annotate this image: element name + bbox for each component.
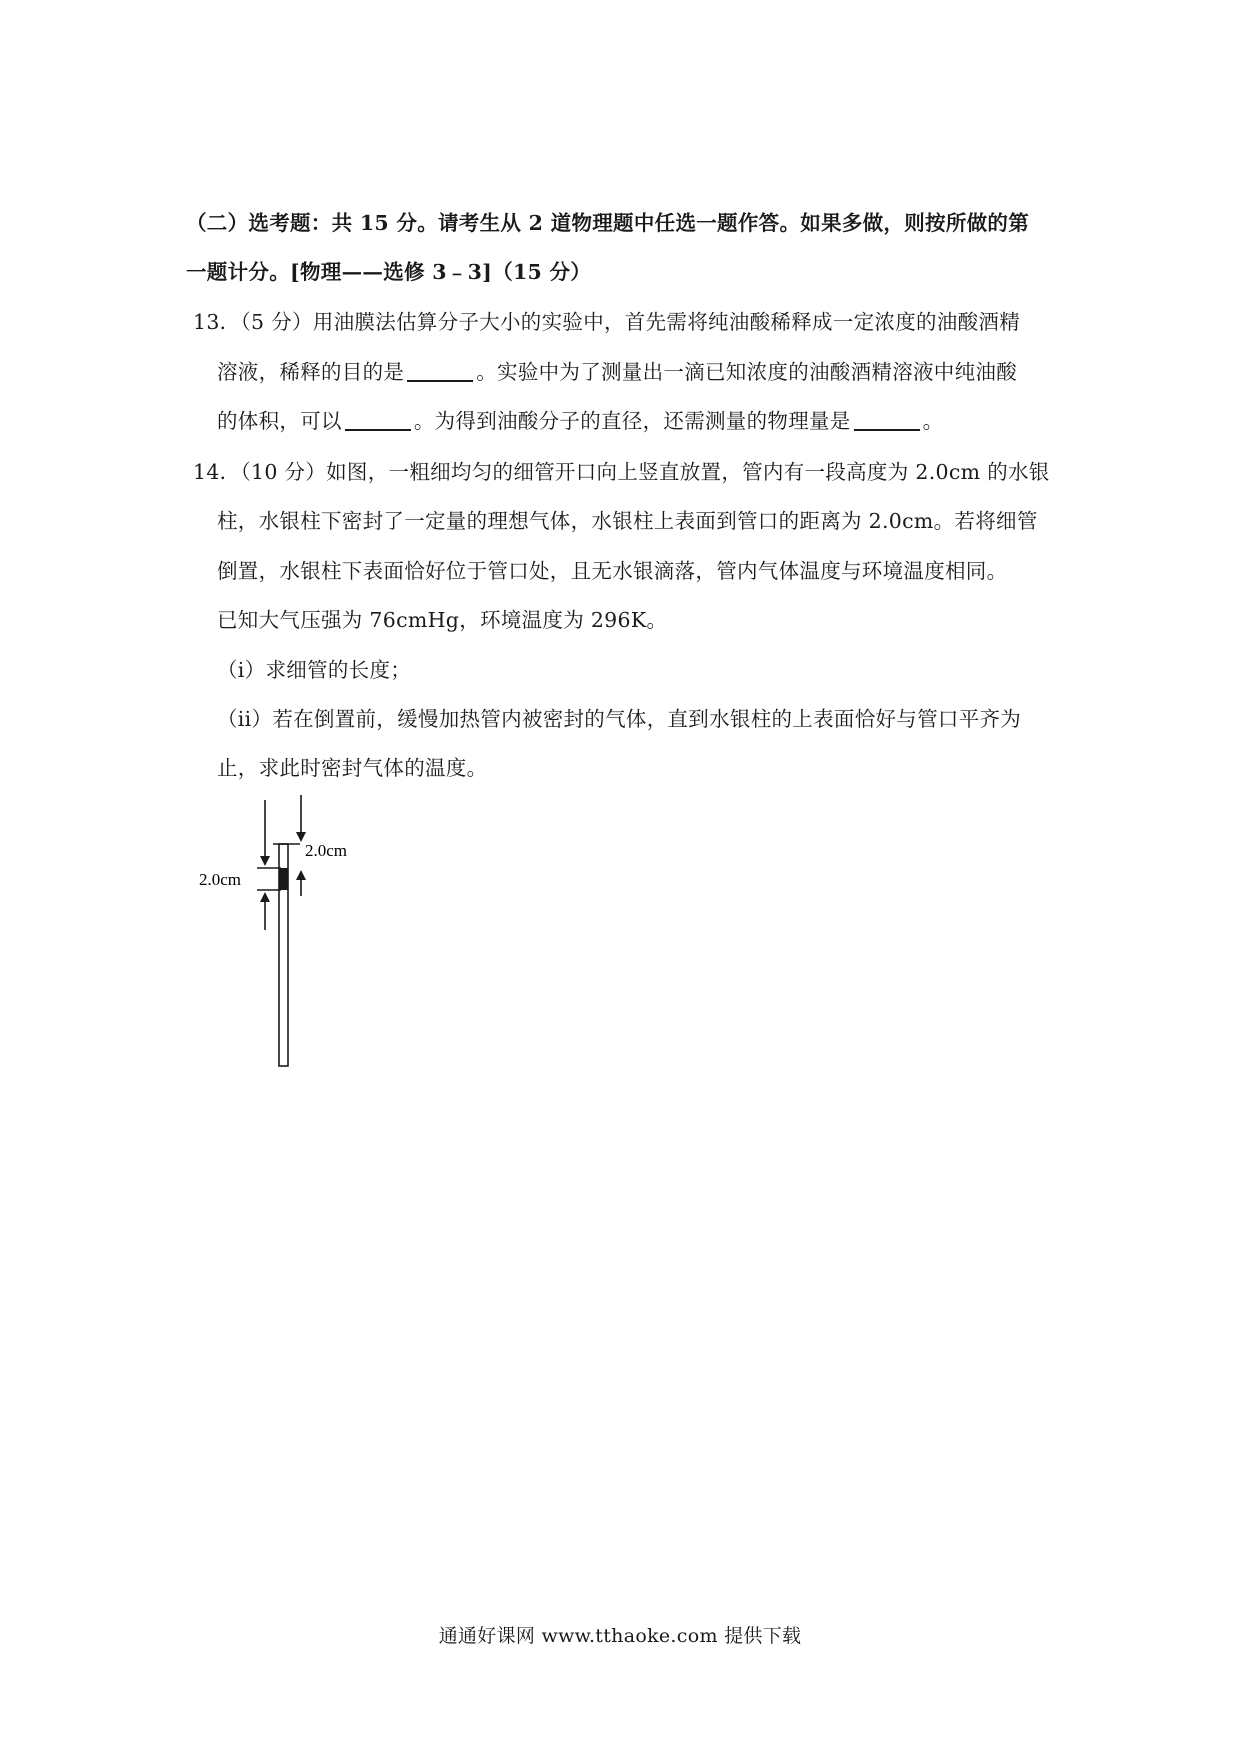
q14-sub-ii-line-2: 止，求此时密封气体的温度。 bbox=[217, 756, 488, 780]
q13-line-2 bbox=[217, 357, 1097, 387]
q14-line-1: 14．（10 分）如图，一粗细均匀的细管开口向上竖直放置，管内有一段高度为 2.0cm 的水银 bbox=[193, 460, 1050, 484]
q14-line-3: 倒置，水银柱下表面恰好位于管口处，且无水银滴落，管内气体温度与环境温度相同。 bbox=[217, 559, 1008, 583]
q14-line-2: 柱，水银柱下密封了一定量的理想气体，水银柱上表面到管口的距离为 2.0cm。若将细管 bbox=[217, 509, 1038, 533]
tube-diagram bbox=[199, 790, 385, 1080]
arrowhead-left-up bbox=[260, 892, 270, 902]
q14-sub-i: （i）求细管的长度； bbox=[217, 658, 412, 682]
q13-line-1: 13．（5 分）用油膜法估算分子大小的实验中，首先需将纯油酸稀释成一定浓度的油酸酒精 bbox=[193, 310, 1020, 334]
label-mercury-height: 2.0cm bbox=[199, 870, 242, 889]
q13-line-3-text-a: 的体积，可以 bbox=[217, 409, 342, 433]
section-heading-line-1: （二）选考题：共 15 分。请考生从 2 道物理题中任选一题作答。如果多做，则按所做的第 bbox=[186, 211, 1030, 235]
answer-blank-3 bbox=[854, 429, 920, 431]
arrowhead-left-down bbox=[260, 856, 270, 866]
mercury-column bbox=[279, 868, 288, 890]
q13-line-3-text-c: 。 bbox=[922, 409, 944, 433]
q14-line-4: 已知大气压强为 76cmHg，环境温度为 296K。 bbox=[217, 608, 668, 632]
q13-line-2-text-b: 。实验中为了测量出一滴已知浓度的油酸酒精溶液中纯油酸 bbox=[476, 360, 1018, 384]
footer-credit: 通通好课网 www.tthaoke.com 提供下载 bbox=[438, 1625, 802, 1647]
q13-line-3-text-b: 。为得到油酸分子的直径，还需测量的物理量是 bbox=[413, 409, 851, 433]
answer-blank-2 bbox=[345, 429, 411, 431]
section-heading-line-2: 一题计分。[物理——选修 3﹣3]（15 分） bbox=[186, 260, 592, 284]
q14-sub-ii-line-1: （ii）若在倒置前，缓慢加热管内被密封的气体，直到水银柱的上表面恰好与管口平齐为 bbox=[217, 707, 1022, 731]
q13-line-3 bbox=[217, 406, 1097, 436]
answer-blank-1 bbox=[407, 380, 473, 382]
arrowhead-right-up bbox=[296, 870, 306, 880]
label-gap-distance: 2.0cm bbox=[305, 841, 348, 860]
q13-line-2-text-a: 溶液，稀释的目的是 bbox=[217, 360, 405, 384]
